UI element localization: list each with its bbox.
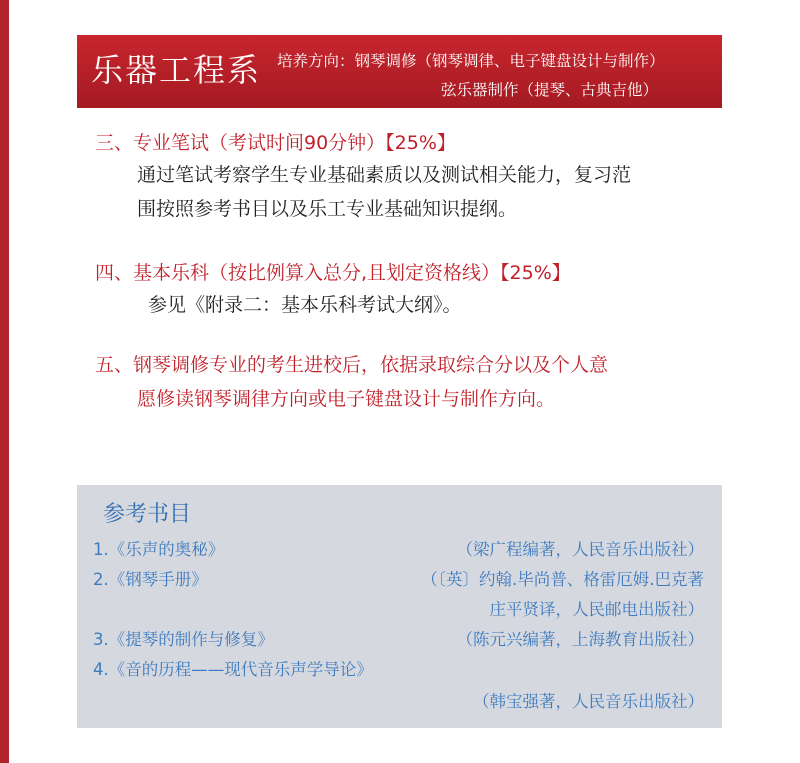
section-heading: 四、基本乐科（按比例算入总分,且划定资格线）【25%】	[95, 262, 571, 284]
book-author: （韩宝强著，人民音乐出版社）	[473, 692, 704, 711]
list-item	[93, 537, 704, 563]
book-title: 2.《钢琴手册》	[93, 570, 208, 589]
section-written-exam	[95, 128, 715, 226]
section-piano-tuning-note	[95, 348, 715, 416]
book-title: 4.《音的历程——现代音乐声学导论》	[93, 660, 373, 679]
reference-books-panel	[77, 485, 722, 728]
list-item	[93, 689, 704, 715]
list-item	[93, 567, 704, 593]
section-body-line: 围按照参考书目以及乐工专业基础知识提纲。	[137, 198, 518, 220]
reference-books-title: 参考书目	[103, 502, 192, 527]
section-basic-music	[95, 258, 715, 322]
left-border-line	[0, 0, 9, 763]
section-body-line: 通过笔试考察学生专业基础素质以及测试相关能力，复习范	[137, 164, 632, 186]
list-item	[93, 657, 704, 683]
list-item	[93, 627, 704, 653]
section-body-line: 参见《附录二：基本乐科考试大纲》。	[148, 294, 462, 316]
training-direction-line2: 弦乐器制作（提琴、古典吉他）	[441, 81, 659, 99]
book-author: （梁广程编著，人民音乐出版社）	[456, 540, 704, 559]
section-heading: 五、钢琴调修专业的考生进校后，依据录取综合分以及个人意	[95, 354, 609, 376]
list-item	[93, 597, 704, 623]
book-title: 1.《乐声的奥秘》	[93, 540, 225, 559]
section-heading: 三、专业笔试（考试时间90分钟）【25%】	[95, 132, 456, 154]
training-direction-line1: 培养方向：钢琴调修（钢琴调律、电子键盘设计与制作）	[277, 52, 665, 70]
book-author: 庄平贤译，人民邮电出版社）	[489, 600, 704, 619]
book-title: 3.《提琴的制作与修复》	[93, 630, 274, 649]
department-title: 乐器工程系	[91, 51, 262, 89]
left-border	[0, 0, 14, 763]
book-author: （陈元兴编著，上海教育出版社）	[456, 630, 704, 649]
department-header	[77, 35, 722, 108]
book-author: （〔英〕约翰.毕尚普、格雷厄姆.巴克著	[421, 570, 704, 589]
section-heading-continued: 愿修读钢琴调律方向或电子键盘设计与制作方向。	[137, 388, 556, 410]
